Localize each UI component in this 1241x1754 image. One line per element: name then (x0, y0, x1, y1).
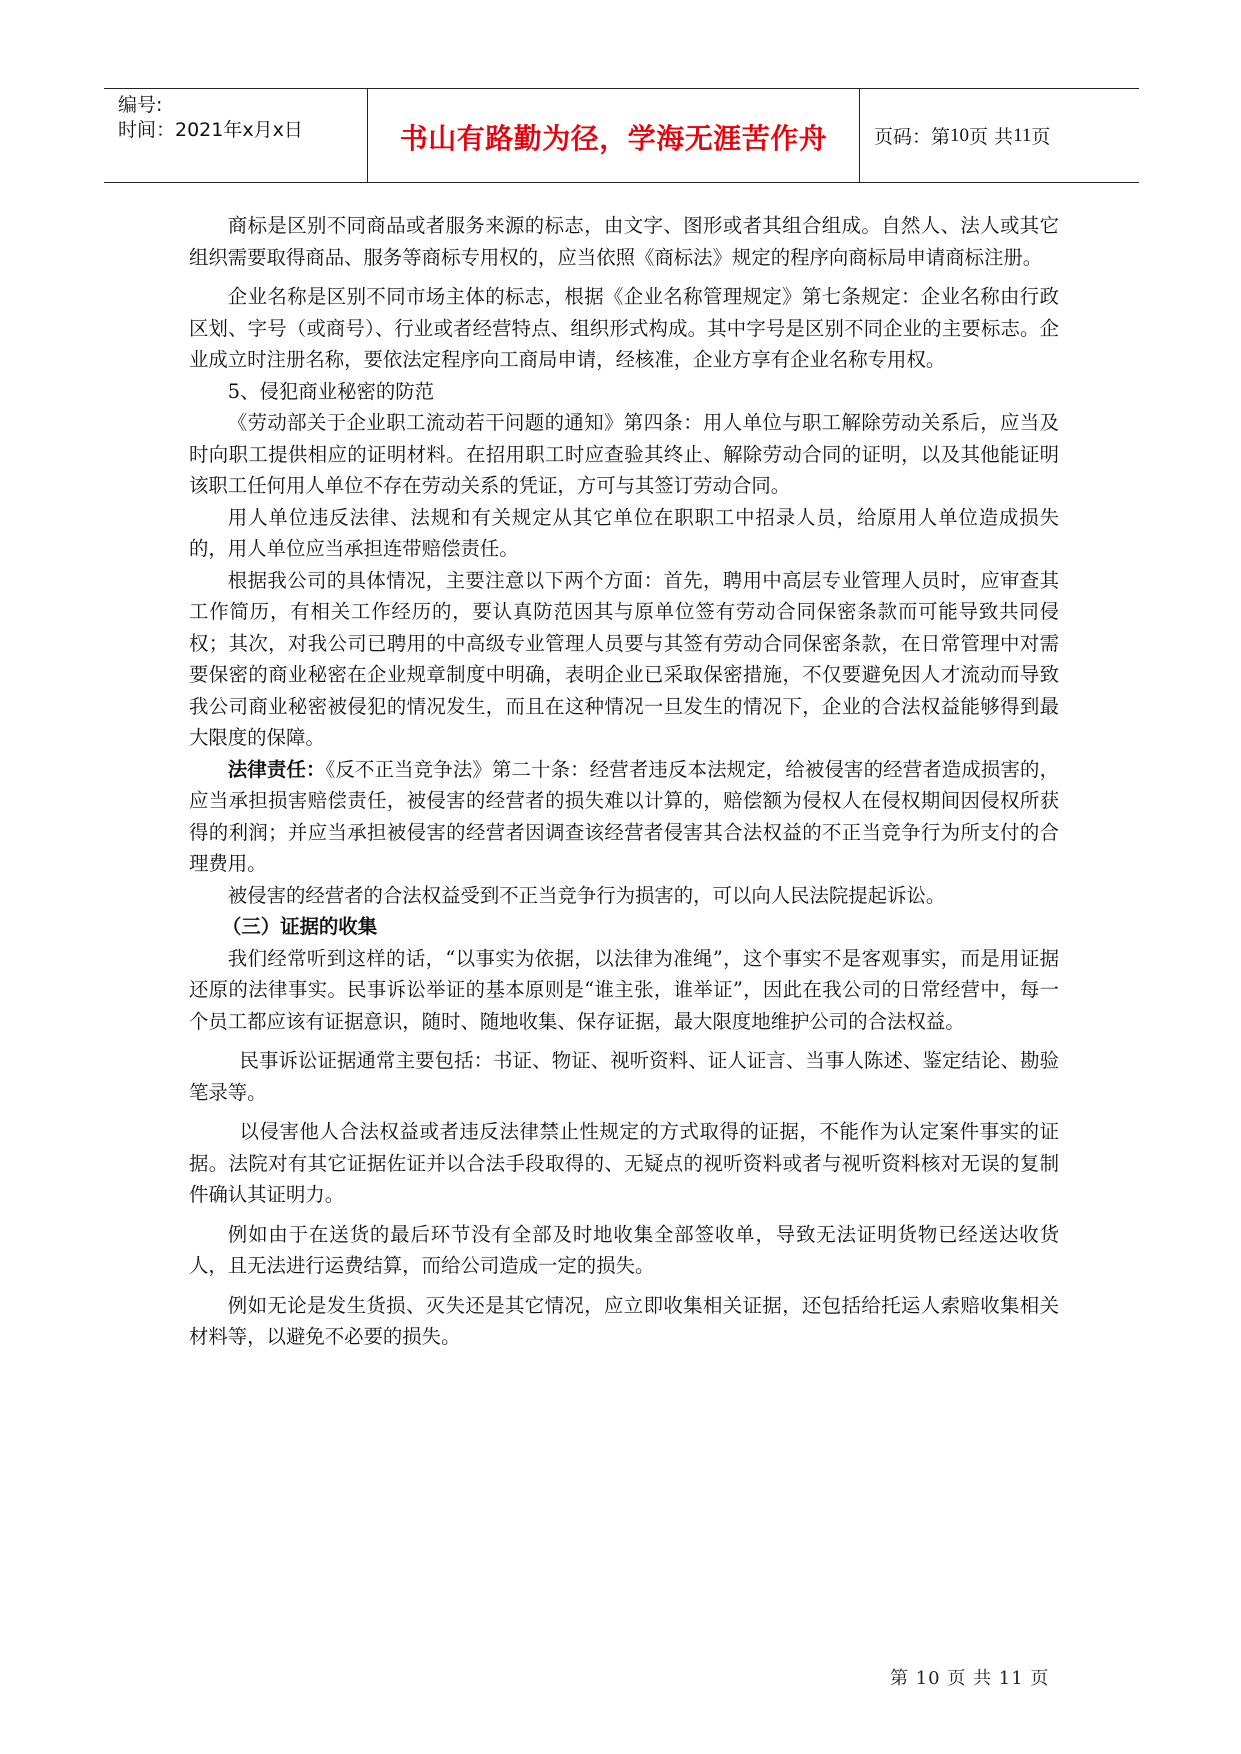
header-meta-cell (104, 89, 368, 182)
document-body (189, 210, 1059, 1353)
document-time: 时间：2021年x月x日 (118, 119, 303, 141)
paragraph-example-damage: 例如无论是发生货损、灭失还是其它情况，应立即收集相关证据，还包括给托运人索赔收集相关材料等，以避免不必要的损失。 (189, 1293, 1059, 1348)
page-current: 10 (950, 124, 970, 146)
paragraph-illegal-evidence: 以侵害他人合法权益或者违反法律禁止性规定的方式取得的证据，不能作为认定案件事实的证据。法院对有其它证据佐证并以合法手段取得的、无疑点的视听资料或者与视听资料核对无误的复制件确认其证明力。 (189, 1120, 1059, 1206)
paragraph-lawsuit: 被侵害的经营者的合法权益受到不正当竞争行为损害的，可以向人民法院提起诉讼。 (227, 883, 946, 907)
page-suffix: 页 (1031, 126, 1051, 148)
header-motto: 书山有路勤为径，学海无涯苦作舟 (399, 121, 828, 155)
legal-liability-text: 《反不正当竞争法》第二十条：经营者违反本法规定，给被侵害的经营者造成损害的，应当承担损害赔偿责任，被侵害的经营者的损失难以计算的，赔偿额为侵权人在侵权期间因侵权所获得的利润；并应当承担被侵害的经营者因调查该经营者侵害其合法权益的不正当竞争行为所支付的合理费用。 (189, 757, 1060, 875)
paragraph-example-delivery: 例如由于在送货的最后环节没有全部及时地收集全部签收单，导致无法证明货物已经送达收货人，且无法进行运费结算，而给公司造成一定的损失。 (189, 1222, 1059, 1277)
section-heading-trade-secret: 5、侵犯商业秘密的防范 (227, 379, 435, 403)
paragraph-legal-liability (189, 754, 1059, 880)
section-heading-evidence: （三）证据的收集 (221, 915, 378, 938)
paragraph-trademark: 商标是区别不同商品或者服务来源的标志，由文字、图形或者其组合组成。自然人、法人或其它组织需要取得商品、服务等商标专用权的，应当依照《商标法》规定的程序向商标局申请商标注册。 (189, 214, 1059, 269)
page-middle: 页 共 (969, 126, 1014, 148)
paragraph-evidence-principle: 我们经常听到这样的话，“以事实为依据，以法律为准绳”，这个事实不是客观事实，而是用证据还原的法律事实。民事诉讼举证的基本原则是“谁主张，谁举证”，因此在我公司的日常经营中，每一个员工都应该有证据意识，随时、随地收集、保存证据，最大限度地维护公司的合法权益。 (189, 946, 1059, 1033)
document-number-label: 编号: (118, 94, 163, 116)
paragraph-company-measures: 根据我公司的具体情况，主要注意以下两个方面：首先，聘用中高层专业管理人员时，应审查其工作简历，有相关工作经历的，要认真防范因其与原单位签有劳动合同保密条款而可能导致共同侵权；其次，对我公司已聘用的中高级专业管理人员要与其签有劳动合同保密条款，在日常管理中对需要保密的商业秘密在企业规章制度中明确，表明企业已采取保密措施，不仅要避免因人才流动而导致我公司商业秘密被侵犯的情况发生，而且在这种情况一旦发生的情况下，企业的合法权益能够得到最大限度的保障。 (189, 568, 1059, 749)
paragraph-employer-liability: 用人单位违反法律、法规和有关规定从其它单位在职职工中招录人员，给原用人单位造成损失的，用人单位应当承担连带赔偿责任。 (189, 505, 1059, 560)
paragraph-evidence-types: 民事诉讼证据通常主要包括：书证、物证、视听资料、证人证言、当事人陈述、鉴定结论、勘验笔录等。 (189, 1049, 1059, 1104)
page-label: 页码：第 (874, 126, 951, 148)
header-motto-cell (368, 89, 860, 182)
page-total: 11 (1013, 124, 1032, 146)
legal-liability-label: 法律责任： (227, 757, 326, 781)
page-footer: 第 10 页 共 11 页 (890, 1668, 1050, 1689)
header-page-cell (860, 89, 1139, 182)
page-header (104, 88, 1139, 183)
paragraph-labor-notice: 《劳动部关于企业职工流动若干问题的通知》第四条：用人单位与职工解除劳动关系后，应当及时向职工提供相应的证明材料。在招用职工时应查验其终止、解除劳动合同的证明，以及其他能证明该职工任何用人单位不存在劳动关系的凭证，方可与其签订劳动合同。 (189, 411, 1059, 497)
paragraph-enterprise-name: 企业名称是区别不同市场主体的标志，根据《企业名称管理规定》第七条规定：企业名称由行政区划、字号（或商号）、行业或者经营特点、组织形式构成。其中字号是区别不同企业的主要标志。企业成立时注册名称，要依法定程序向工商局申请，经核准，企业方享有企业名称专用权。 (189, 285, 1059, 371)
